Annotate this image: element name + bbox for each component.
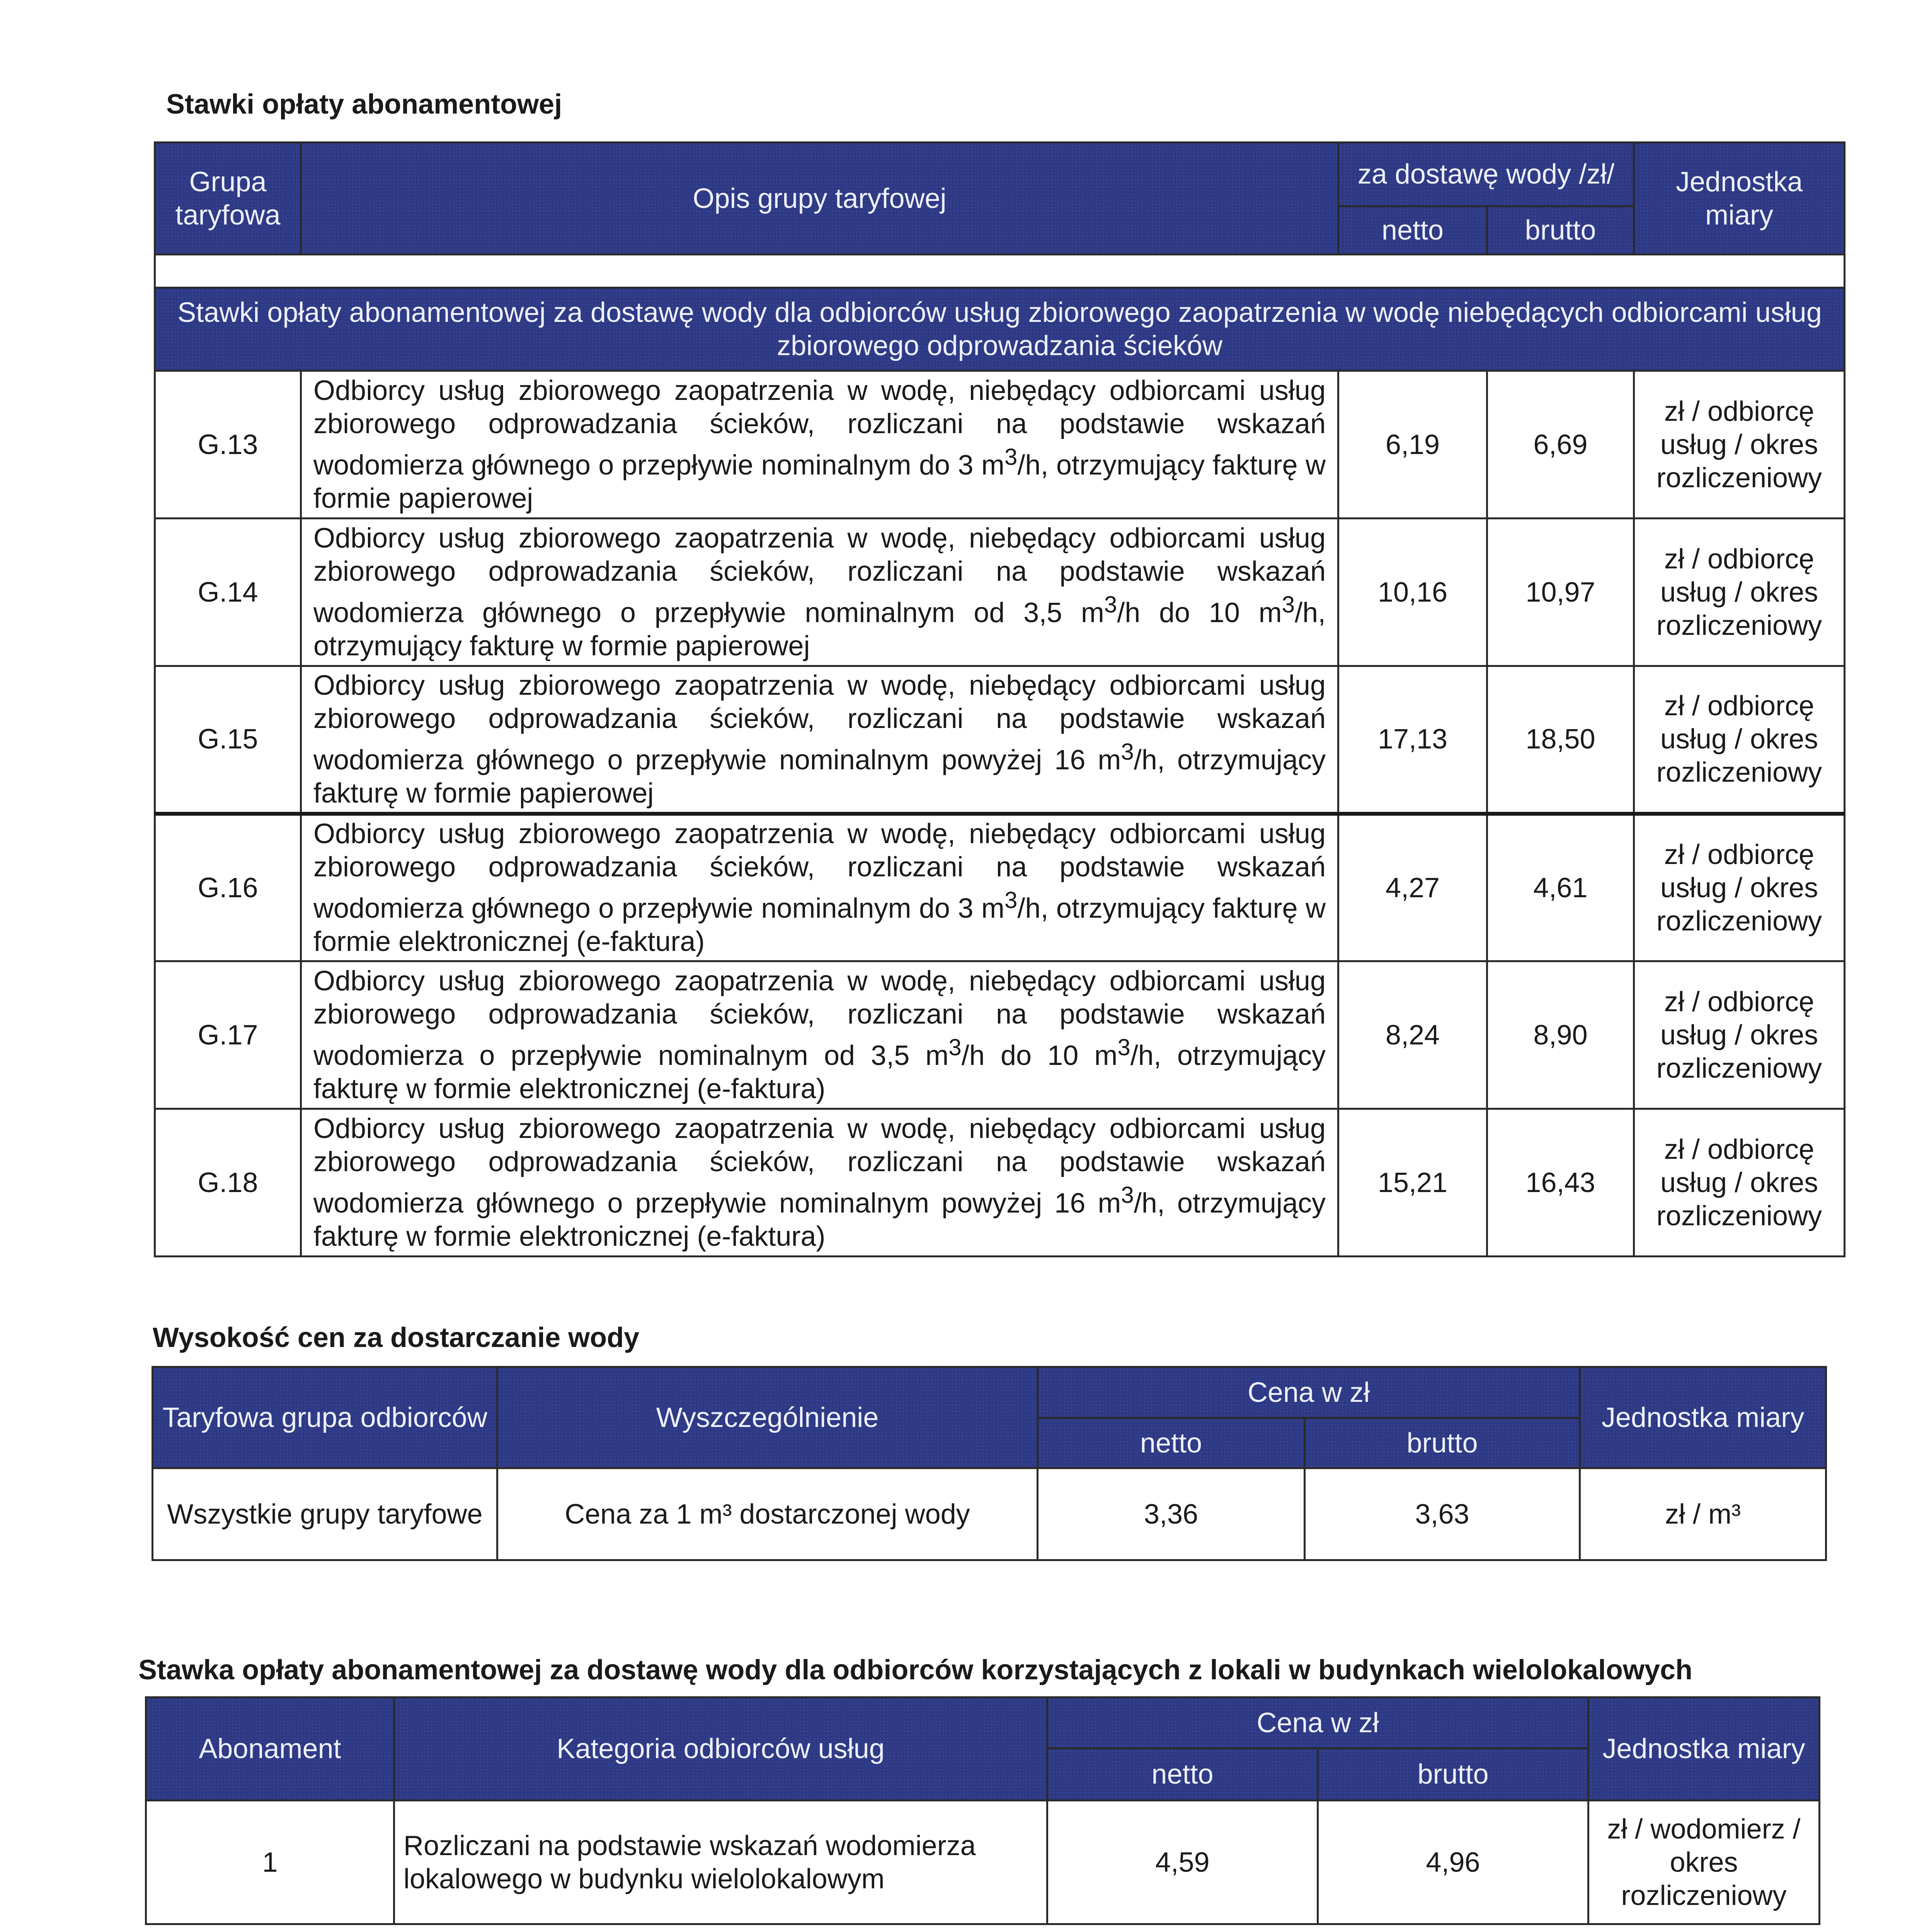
- table-row: [155, 814, 1845, 961]
- price-net: 4,59: [1047, 1801, 1318, 1924]
- water-price-table: [152, 1366, 1827, 1561]
- header-net: netto: [1038, 1418, 1305, 1468]
- header-group: Grupa taryfowa: [155, 143, 301, 255]
- tariff-group-code: G.14: [155, 519, 301, 666]
- category-band: Stawki opłaty abonamentowej za dostawę wody dla odbiorców usług zbiorowego zaopatrzenia w wodę niebędących odbiorcami usług zbiorowego odprowadzania ścieków: [155, 288, 1845, 371]
- table-row: [146, 1801, 1820, 1924]
- price-gross: 18,50: [1487, 666, 1634, 814]
- unit: zł / odbiorcę usług / okres rozliczeniowy: [1634, 961, 1845, 1109]
- table-row: [155, 519, 1845, 666]
- superscript: 3: [948, 1034, 962, 1060]
- multi-unit-subscription-table: [145, 1696, 1820, 1925]
- unit: zł / odbiorcę usług / okres rozliczeniowy: [1634, 519, 1845, 666]
- price-gross: 8,90: [1487, 961, 1634, 1109]
- unit: zł / wodomierz / okres rozliczeniowy: [1588, 1801, 1820, 1924]
- description-text: Odbiorcy usług zbiorowego zaopatrzenia w wodę, niebędący odbiorcami usług zbiorowego odprowadzania ścieków, rozliczani na podstawie wskazań wodomierza głównego o przepływie nominalnym powyżej 16 m: [313, 670, 1326, 776]
- price-net: 10,16: [1338, 519, 1487, 666]
- description-text: /h, otrzymujący fakturę w formie elektronicznej (e-faktura): [313, 1188, 1326, 1252]
- header-subscription: Abonament: [146, 1697, 394, 1801]
- tariff-group-code: G.13: [155, 371, 301, 519]
- subscription-number: 1: [146, 1801, 394, 1924]
- header-unit: Jednostka miary: [1580, 1367, 1826, 1468]
- group-description: [301, 1109, 1338, 1257]
- description-text: /h, otrzymujący fakturę w formie elektronicznej (e-faktura): [313, 893, 1326, 957]
- header-gross: brutto: [1487, 206, 1634, 255]
- price-net: 15,21: [1338, 1109, 1487, 1257]
- description-text: /h, otrzymujący fakturę w formie papierowej: [313, 450, 1326, 514]
- superscript: 3: [1121, 1182, 1134, 1208]
- price-gross: 4,61: [1487, 814, 1634, 961]
- table-row: [155, 961, 1845, 1109]
- group-description: [301, 519, 1338, 666]
- superscript: 3: [1282, 592, 1295, 617]
- unit: zł / odbiorcę usług / okres rozliczeniowy: [1634, 371, 1845, 519]
- header-description: Opis grupy taryfowej: [301, 143, 1338, 255]
- group-description: [301, 961, 1338, 1109]
- superscript: 3: [1117, 1034, 1130, 1060]
- header-unit: Jednostka miary: [1588, 1697, 1820, 1801]
- header-gross: brutto: [1318, 1748, 1588, 1801]
- header-price: Cena w zł: [1038, 1367, 1580, 1418]
- unit: zł / m³: [1580, 1468, 1826, 1560]
- header-specification: Wyszczególnienie: [497, 1367, 1038, 1468]
- group-description: [301, 371, 1338, 519]
- price-gross: 3,63: [1305, 1468, 1580, 1560]
- price-net: 4,27: [1338, 814, 1487, 961]
- table-row: [153, 1468, 1826, 1560]
- superscript: 3: [1004, 444, 1018, 470]
- superscript: 3: [1104, 592, 1117, 617]
- header-unit: Jednostka miary: [1634, 143, 1845, 255]
- description-text: Odbiorcy usług zbiorowego zaopatrzenia w wodę, niebędący odbiorcami usług zbiorowego odprowadzania ścieków, rozliczani na podstawie wskazań wodomierza głównego o przepływie nominalnym od 3,5 m: [313, 523, 1326, 628]
- price-gross: 10,97: [1487, 519, 1634, 666]
- description-text: /h, otrzymujący fakturę w formie papierowej: [313, 744, 1326, 809]
- tariff-group-code: G.16: [155, 814, 301, 961]
- table-row: [155, 666, 1845, 814]
- tariff-group-code: G.15: [155, 666, 301, 814]
- header-category: Kategoria odbiorców usług: [394, 1697, 1047, 1801]
- price-net: 3,36: [1038, 1468, 1305, 1560]
- description-text: /h, otrzymujący fakturę w formie elektronicznej (e-faktura): [313, 1040, 1326, 1104]
- unit: zł / odbiorcę usług / okres rozliczeniowy: [1634, 1109, 1845, 1257]
- header-net: netto: [1338, 206, 1487, 255]
- price-gross: 4,96: [1318, 1801, 1588, 1924]
- header-price: Cena w zł: [1047, 1697, 1588, 1748]
- superscript: 3: [1004, 887, 1018, 913]
- group-description: [301, 666, 1338, 814]
- unit: zł / odbiorcę usług / okres rozliczeniowy: [1634, 814, 1845, 961]
- header-gross: brutto: [1305, 1418, 1580, 1468]
- specification: Cena za 1 m³ dostarczonej wody: [497, 1468, 1038, 1560]
- price-net: 8,24: [1338, 961, 1487, 1109]
- header-tariff-group: Taryfowa grupa odbiorców: [153, 1367, 497, 1468]
- tariff-group-code: G.17: [155, 961, 301, 1109]
- description-text: Odbiorcy usług zbiorowego zaopatrzenia w wodę, niebędący odbiorcami usług zbiorowego odprowadzania ścieków, rozliczani na podstawie wskazań wodomierza głównego o przepływie nominalnym do 3 m: [313, 818, 1326, 924]
- header-net: netto: [1047, 1748, 1318, 1801]
- price-net: 17,13: [1338, 666, 1487, 814]
- table-row: [155, 371, 1845, 519]
- customer-category: Rozliczani na podstawie wskazań wodomierza lokalowego w budynku wielolokalowym: [394, 1801, 1047, 1924]
- section1-title: Stawki opłaty abonamentowej: [166, 89, 562, 120]
- price-net: 6,19: [1338, 371, 1487, 519]
- spacer-row: [155, 255, 1845, 288]
- description-text: /h do 10 m: [1117, 597, 1282, 628]
- description-text: Odbiorcy usług zbiorowego zaopatrzenia w wodę, niebędący odbiorcami usług zbiorowego odprowadzania ścieków, rozliczani na podstawie wskazań wodomierza głównego o przepływie nominalnym do 3 m: [313, 375, 1326, 481]
- description-text: /h do 10 m: [961, 1040, 1118, 1071]
- price-gross: 16,43: [1487, 1109, 1634, 1257]
- section2-title: Wysokość cen za dostarczanie wody: [153, 1322, 640, 1353]
- superscript: 3: [1121, 738, 1134, 765]
- description-text: Odbiorcy usług zbiorowego zaopatrzenia w wodę, niebędący odbiorcami usług zbiorowego odprowadzania ścieków, rozliczani na podstawie wskazań wodomierza o przepływie nominalnym od 3,5 m: [313, 966, 1326, 1071]
- section3-title: Stawka opłaty abonamentowej za dostawę wody dla odbiorców korzystających z lokali w budynkach wielolokalowych: [138, 1655, 1693, 1685]
- table-row: [155, 1109, 1845, 1257]
- tariff-group: Wszystkie grupy taryfowe: [153, 1468, 497, 1560]
- price-gross: 6,69: [1487, 371, 1634, 519]
- description-text: Odbiorcy usług zbiorowego zaopatrzenia w wodę, niebędący odbiorcami usług zbiorowego odprowadzania ścieków, rozliczani na podstawie wskazań wodomierza głównego o przepływie nominalnym powyżej 16 m: [313, 1113, 1326, 1219]
- description-text: /h, otrzymujący fakturę w formie papierowej: [313, 597, 1326, 662]
- header-supply: za dostawę wody /zł/: [1338, 143, 1634, 206]
- tariff-group-code: G.18: [155, 1109, 301, 1257]
- subscription-rates-table: [154, 141, 1845, 1257]
- group-description: [301, 814, 1338, 961]
- unit: zł / odbiorcę usług / okres rozliczeniowy: [1634, 666, 1845, 814]
